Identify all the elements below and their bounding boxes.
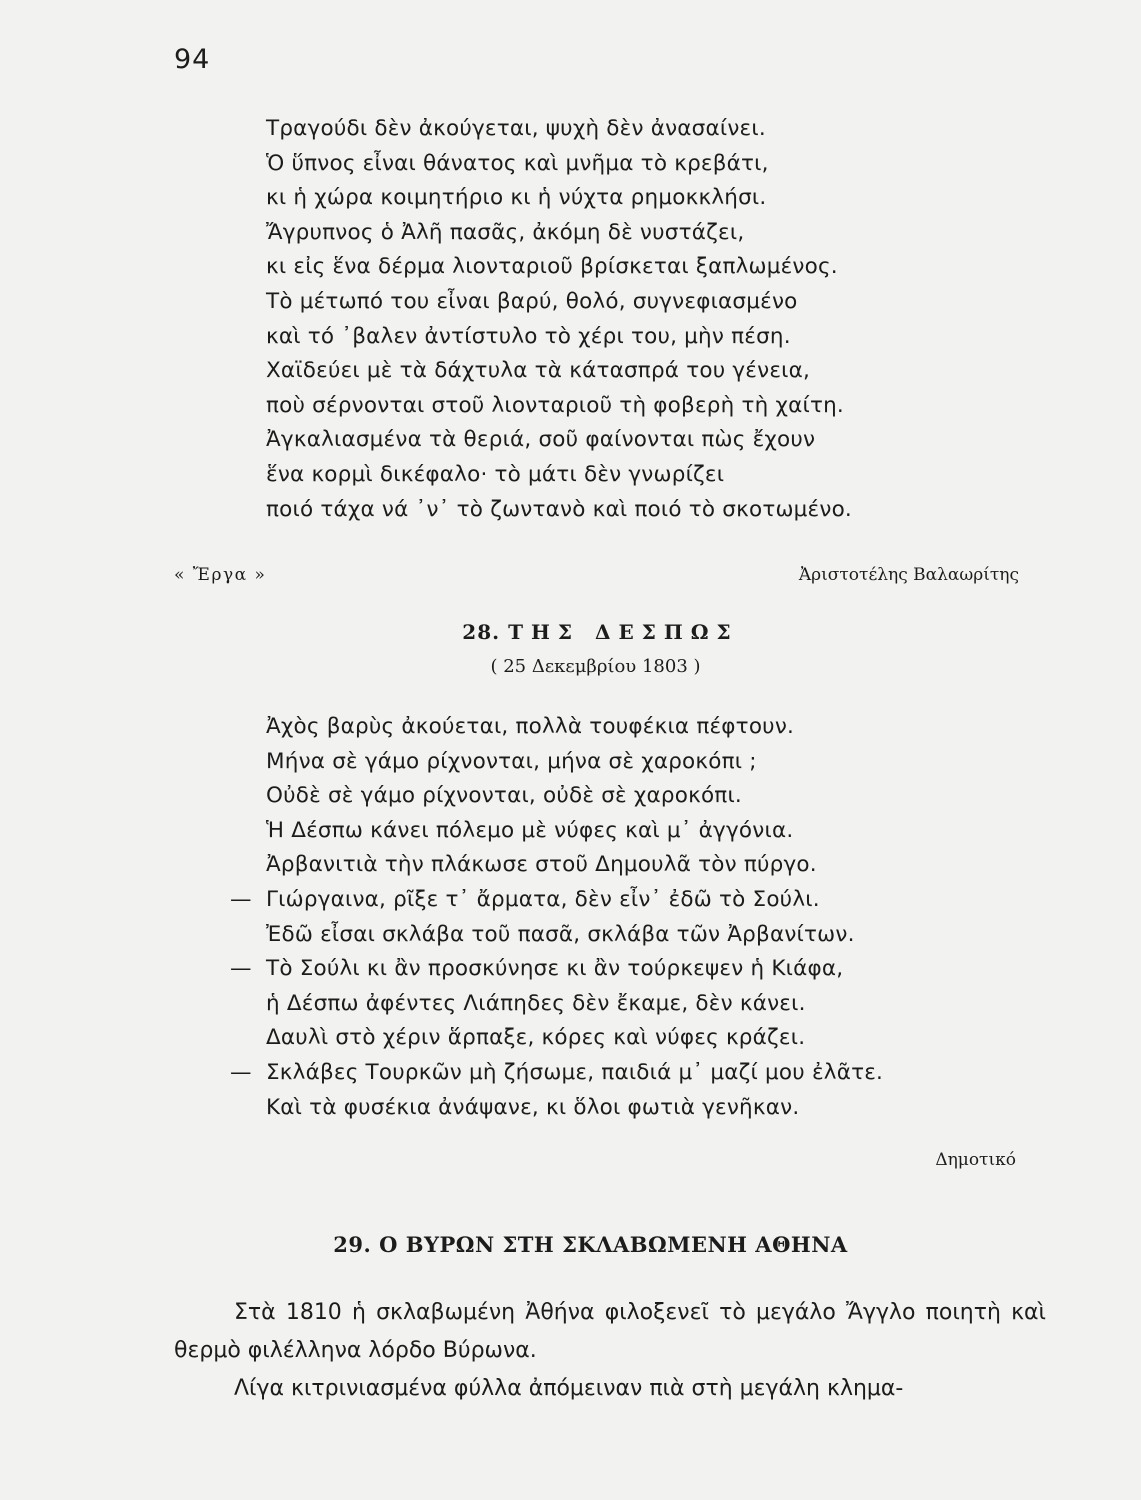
verse-line [230,814,883,849]
verse-line: ποὺ σέρνονται στοῦ λιονταριοῦ τὴ φοβερὴ τὴ χαίτη. [266,392,844,418]
verse-text: Γιώργαινα, ρῖξε τ᾽ ἄρματα, δὲν εἶν᾽ ἐδῶ τὸ Σούλι. [266,886,820,912]
verse-text: Σκλάβες Τουρκῶν μὴ ζήσωμε, παιδιά μ᾽ μαζί μου ἐλᾶτε. [266,1059,884,1085]
verse-line [230,745,883,780]
verse-text: Τὸ Σούλι κι ἂν προσκύνησε κι ἂν τούρκεψεν ἡ Κιάφα, [266,956,844,982]
dialogue-dash: — [230,956,252,982]
verse-text: Ἀχὸς βαρὺς ἀκούεται, πολλὰ τουφέκια πέφτουν. [266,714,795,739]
verse-line [230,1021,883,1056]
dialogue-dash: — [230,886,252,912]
verse-line: Ἄγρυπνος ὁ Ἀλῆ πασᾶς, ἀκόμη δὲ νυστάζει, [266,219,745,245]
verse-line: Χαϊδεύει μὲ τὰ δάχτυλα τὰ κάτασπρά του γένεια, [266,358,811,384]
verse-line: ἕνα κορμὶ δικέφαλο· τὸ μάτι δὲν γνωρίζει [266,461,725,487]
dialogue-dash: — [230,1059,252,1085]
section-29-body [174,1294,1046,1408]
section-29-heading: 29. Ο ΒΥΡΩΝ ΣΤΗ ΣΚΛΑΒΩΜΕΝΗ ΑΘΗΝΑ [333,1232,848,1257]
paragraph: Λίγα κιτρινιασμένα φύλλα ἀπόμειναν πιὰ στὴ μεγάλη κλημα- [234,1376,904,1401]
verse-line: κι ἡ χώρα κοιμητήριο κι ἡ νύχτα ρημοκκλήσι. [266,185,767,211]
verse-line: Ὁ ὕπνος εἶναι θάνατος καὶ μνῆμα τὸ κρεβάτι, [266,150,769,176]
verse-line: Ἀγκαλιασμένα τὰ θεριά, σοῦ φαίνονται πὼς ἔχουν [266,427,816,453]
verse-line [230,883,883,918]
folk-song-verses [230,710,883,1125]
section-28-date: ( 25 Δεκεμβρίου 1803 ) [490,656,701,677]
verse-line [230,952,883,987]
verse-line [230,1091,883,1126]
verse-text: ἡ Δέσπω ἀφέντες Λιάπηδες δὲν ἔκαμε, δὲν κάνει. [266,990,806,1016]
paragraph: Στὰ 1810 ἡ σκλαβωμένη Ἀθήνα φιλοξενεῖ τὸ μεγάλο Ἄγγλο ποιητὴ καὶ θερμὸ φιλέλληνα λόρδο Βύρωνα. [174,1300,1046,1363]
verse-text: Ἀρβανιτιὰ τὴν πλάκωσε στοῦ Δημουλᾶ τὸν πύργο. [266,852,817,878]
poem-verses [266,112,852,527]
verse-line: Τὸ μέτωπό του εἶναι βαρύ, θολό, συγνεφιασμένο [266,288,798,314]
verse-line [230,1056,883,1091]
verse-line [230,710,883,745]
verse-line: ποιό τάχα νά ᾽ν᾽ τὸ ζωντανὸ καὶ ποιό τὸ σκοτωμένο. [266,496,852,522]
verse-text: Ἡ Δέσπω κάνει πόλεμο μὲ νύφες καὶ μ᾽ ἀγγόνια. [266,817,794,843]
verse-line: Τραγούδι δὲν ἀκούγεται, ψυχὴ δὲν ἀνασαίνει. [266,116,766,141]
verse-line [230,918,883,953]
folk-song-source: Δημοτικό [935,1150,1016,1170]
verse-text: Οὐδὲ σὲ γάμο ρίχνονται, οὐδὲ σὲ χαροκόπι. [266,783,742,809]
verse-line [230,987,883,1022]
verse-text: Μήνα σὲ γάμο ρίχνονται, μήνα σὲ χαροκόπι ; [266,748,757,774]
poem-source: « Ἔργα » [174,565,267,585]
page-number: 94 [174,44,211,75]
verse-text: Δαυλὶ στὸ χέριν ἅρπαξε, κόρες καὶ νύφες κράζει. [266,1025,806,1051]
verse-text: Ἐδῶ εἶσαι σκλάβα τοῦ πασᾶ, σκλάβα τῶν Ἀρβανίτων. [266,921,855,947]
section-28-heading [0,620,1141,644]
poem-author: Ἀριστοτέλης Βαλαωρίτης [798,565,1019,585]
section-28-number: 28. [462,620,501,644]
verse-line: κι εἰς ἕνα δέρμα λιονταριοῦ βρίσκεται ξαπλωμένος. [266,254,838,280]
verse-text: Καὶ τὰ φυσέκια ἀνάψανε, κι ὅλοι φωτιὰ γενῆκαν. [266,1094,800,1120]
section-28-title: ΤΗΣ ΔΕΣΠΩΣ [508,620,739,644]
verse-line [230,779,883,814]
verse-line [230,848,883,883]
verse-line: καὶ τό ᾽βαλεν ἀντίστυλο τὸ χέρι του, μὴν πέση. [266,323,791,349]
